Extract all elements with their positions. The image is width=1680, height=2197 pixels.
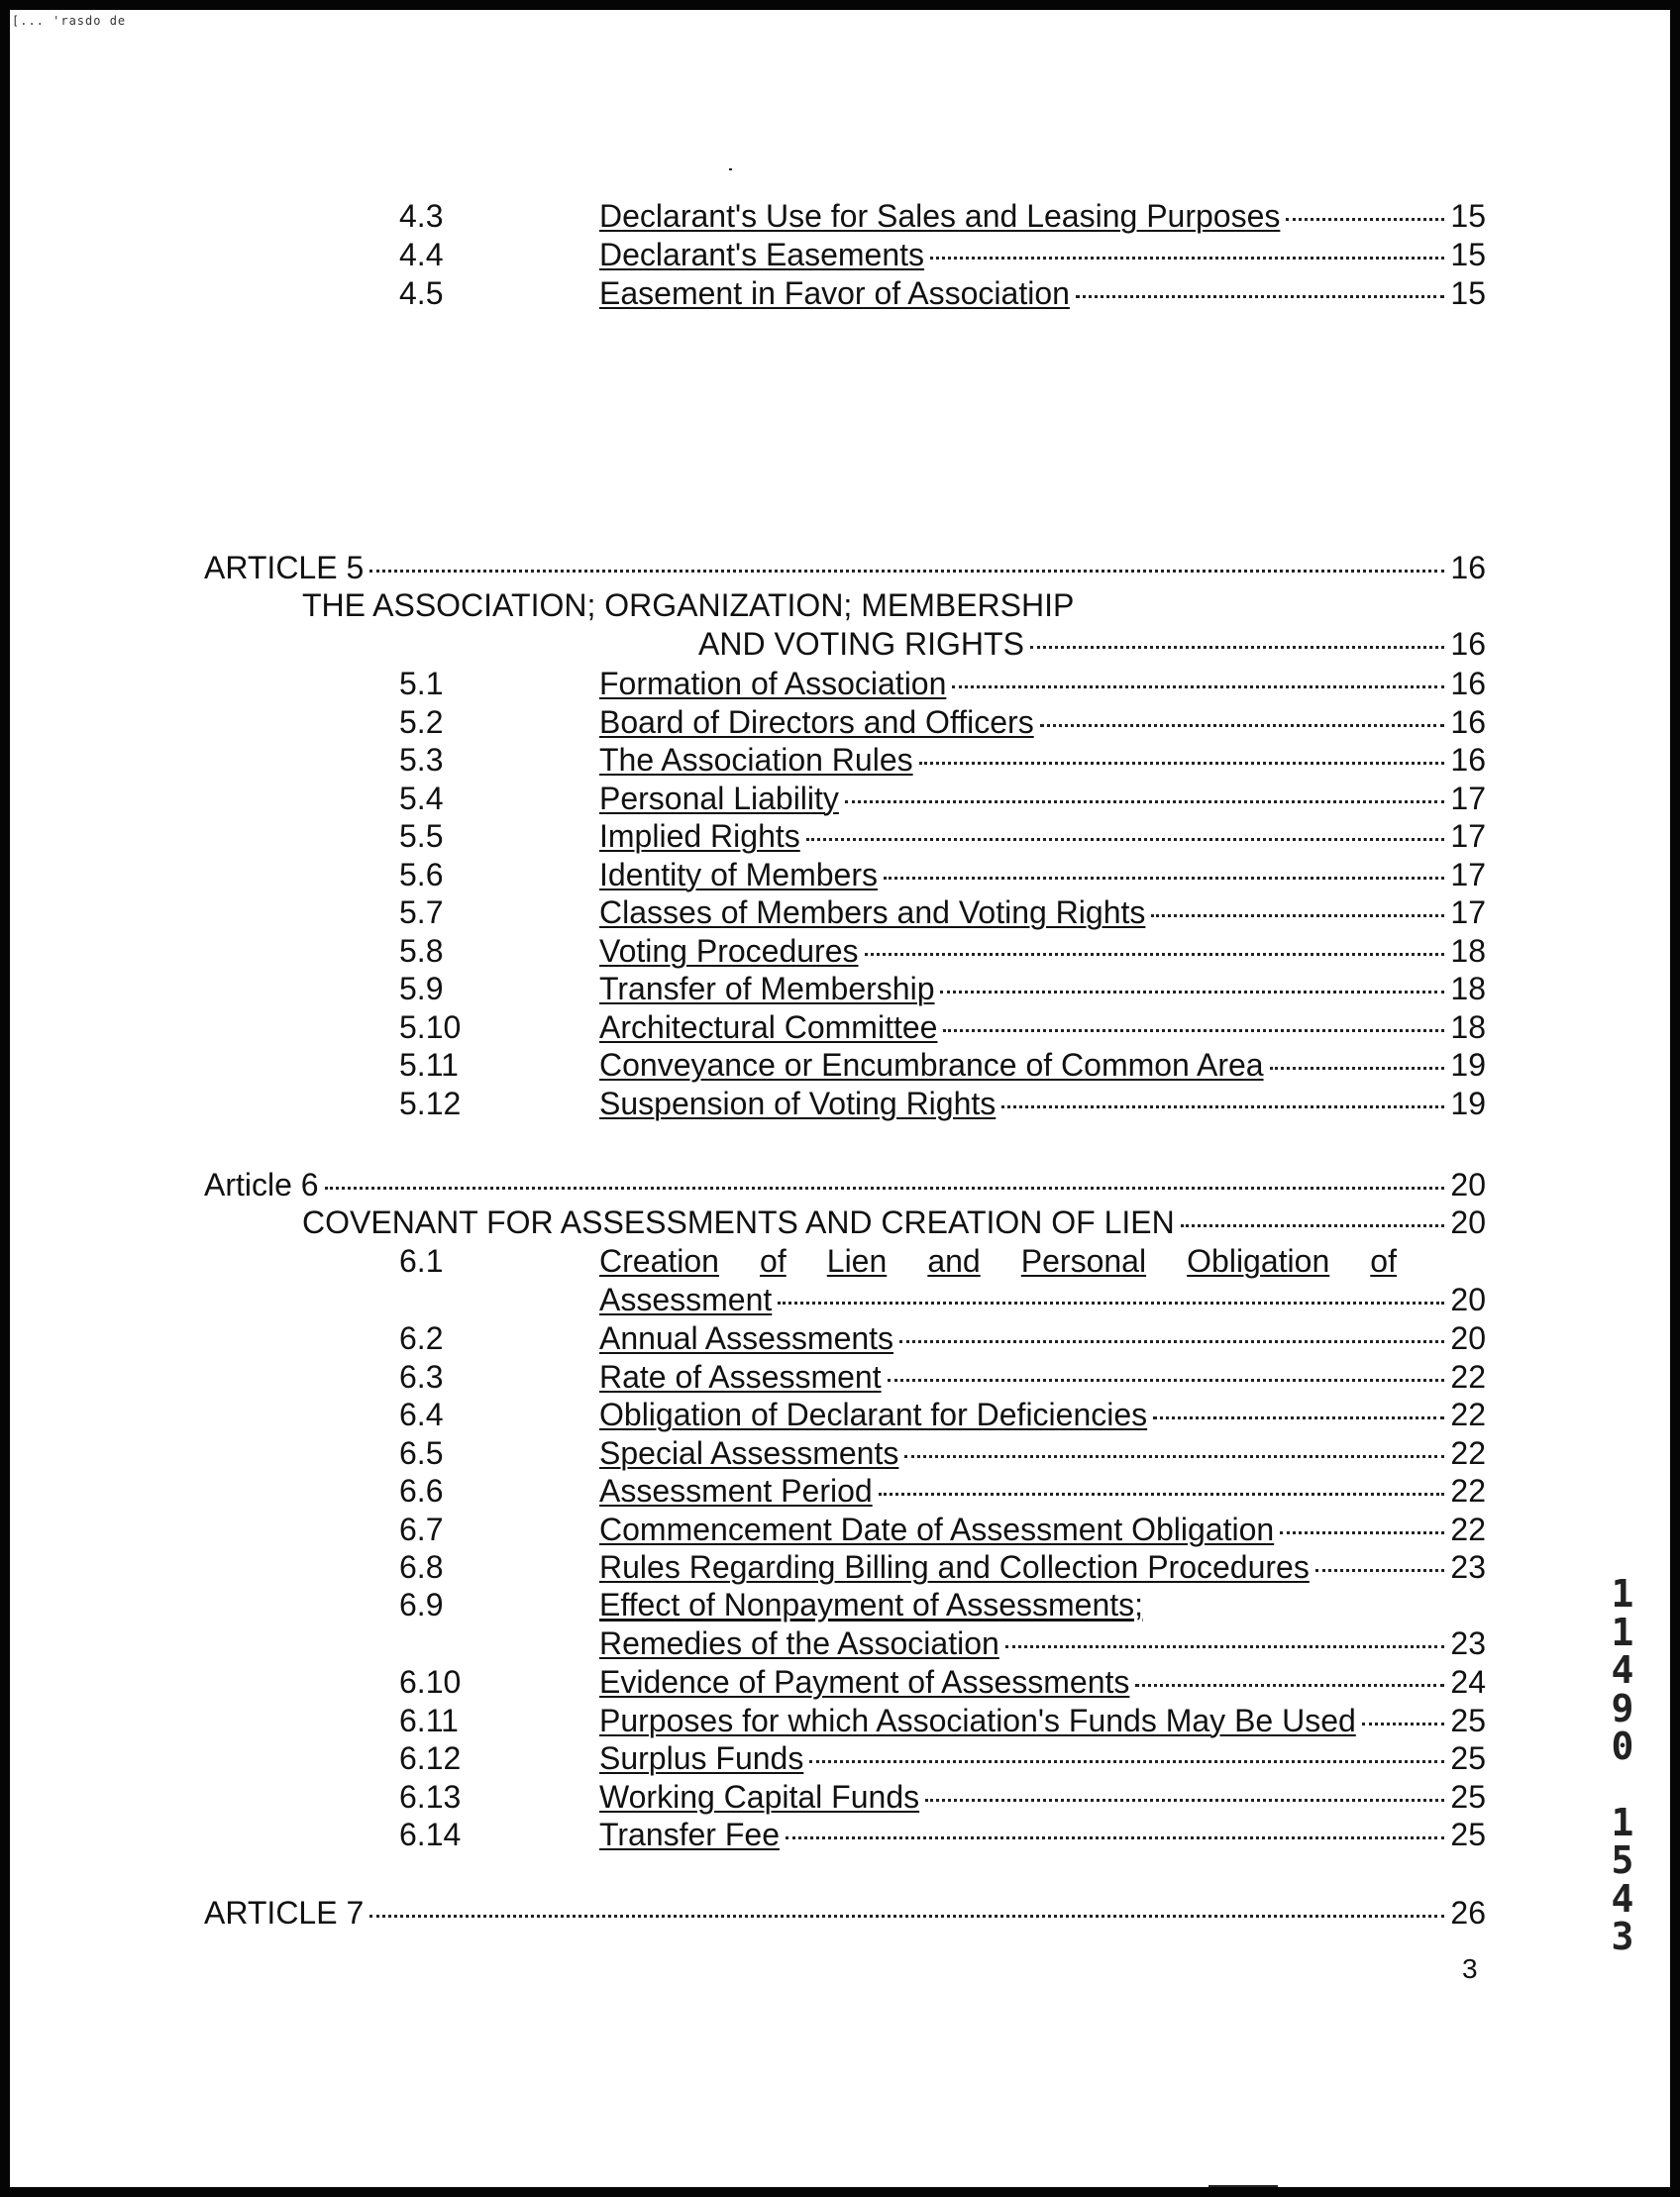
- toc-row-row: [10, 933, 1670, 971]
- dot-leader: [899, 1340, 1444, 1343]
- toc-entry-title: Conveyance or Encumbrance of Common Area: [599, 1047, 1264, 1083]
- section-number: 6.4: [399, 1397, 444, 1432]
- section-number: 6.5: [399, 1434, 444, 1471]
- dot-leader: [919, 762, 1444, 765]
- toc-entry-6-9-title-line1[interactable]: Effect of Nonpayment of Assessments;: [599, 1587, 1144, 1622]
- toc-entry-6-9-link[interactable]: [599, 1625, 1486, 1661]
- toc-entry-title: Voting Procedures: [599, 932, 859, 969]
- title-word: Lien: [826, 1243, 888, 1279]
- toc-entry-link[interactable]: [599, 704, 1486, 740]
- toc-entry-link[interactable]: [599, 1435, 1486, 1471]
- toc-entry-page: 15: [1450, 198, 1486, 234]
- dot-leader: [1181, 1224, 1444, 1227]
- toc-entry-title: Commencement Date of Assessment Obligation: [599, 1511, 1275, 1547]
- article-5-title: ARTICLE 5: [204, 550, 365, 585]
- section-number: 4.5: [399, 275, 444, 311]
- article-6-title: Article 6: [204, 1167, 319, 1203]
- toc-entry-title: Rate of Assessment: [599, 1358, 882, 1395]
- article-7-link[interactable]: [204, 1895, 1486, 1931]
- article-5-heading: THE ASSOCIATION; ORGANIZATION; MEMBERSHIP: [302, 587, 1075, 623]
- dot-leader: [369, 570, 1444, 573]
- toc-entry-page: 22: [1450, 1358, 1486, 1395]
- article-5-heading-row-2: [10, 626, 1670, 664]
- toc-entry-title: Obligation of Declarant for Deficiencies: [599, 1397, 1148, 1432]
- toc-entry-page: 17: [1450, 894, 1486, 930]
- toc-entry-link[interactable]: [599, 1817, 1486, 1852]
- toc-entry-link[interactable]: [599, 1703, 1486, 1738]
- toc-entry-title: Purposes for which Association's Funds May Be Used: [599, 1702, 1356, 1738]
- toc-entry-link[interactable]: [599, 742, 1486, 778]
- toc-entry-title: Board of Directors and Officers: [599, 703, 1034, 740]
- toc-entry-page: 16: [1450, 666, 1486, 701]
- toc-entry-page: 17: [1450, 780, 1486, 816]
- toc-entry-page: 25: [1450, 1740, 1486, 1776]
- toc-entry-page: 15: [1450, 237, 1486, 272]
- title-word: of: [760, 1243, 787, 1279]
- toc-entry-link[interactable]: [599, 237, 1486, 272]
- section-number: 5.8: [399, 932, 444, 969]
- toc-entry-link[interactable]: [599, 1009, 1486, 1045]
- section-number: 4.4: [399, 237, 444, 272]
- toc-entry-link[interactable]: [599, 781, 1486, 816]
- dot-leader: [888, 1379, 1444, 1382]
- dot-leader: [1270, 1067, 1444, 1070]
- toc-entry-link[interactable]: [599, 1320, 1486, 1356]
- toc-row-row: [10, 1779, 1670, 1817]
- toc-entry-title: The Association Rules: [599, 742, 913, 778]
- article-5-heading-title: AND VOTING RIGHTS: [698, 626, 1024, 662]
- toc-entry-title: Implied Rights: [599, 818, 800, 854]
- dot-leader: [1286, 218, 1444, 221]
- article-5-page: 16: [1450, 550, 1486, 585]
- toc-row-row: [10, 1086, 1670, 1123]
- section-number: 6.14: [399, 1817, 462, 1852]
- toc-entry-title: Evidence of Payment of Assessments: [599, 1664, 1130, 1700]
- toc-entry-link[interactable]: [599, 894, 1486, 930]
- article-5-heading-page: 16: [1450, 626, 1486, 662]
- article-7-page: 26: [1450, 1895, 1486, 1931]
- toc-entry-page: 22: [1450, 1434, 1486, 1471]
- section-number: 5.3: [399, 742, 444, 778]
- toc-entry-6-1-title: Assessment: [599, 1282, 773, 1317]
- toc-entry-title: Working Capital Funds: [599, 1778, 920, 1815]
- toc-entry-link[interactable]: [599, 1359, 1486, 1395]
- toc-entry-page: 25: [1450, 1817, 1486, 1852]
- stamp-digit: 0: [1611, 1725, 1634, 1768]
- toc-entry-page: 16: [1450, 703, 1486, 740]
- section-number: 6.11: [399, 1702, 459, 1738]
- toc-entry-title: Classes of Members and Voting Rights: [599, 894, 1146, 930]
- dot-leader: [809, 1760, 1444, 1763]
- section-number: 5.10: [399, 1008, 462, 1045]
- toc-entry-title: Formation of Association: [599, 666, 947, 701]
- toc-entry-6-1-page: 20: [1450, 1282, 1486, 1317]
- toc-entry-page: 17: [1450, 818, 1486, 854]
- toc-entry-title: Architectural Committee: [599, 1008, 938, 1045]
- toc-entry-page: 22: [1450, 1511, 1486, 1547]
- toc-row-row: [10, 666, 1670, 703]
- toc-entry-link[interactable]: [599, 275, 1486, 311]
- toc-entry-link[interactable]: [599, 1086, 1486, 1121]
- section-number: 6.13: [399, 1778, 462, 1815]
- toc-entry-6-1-link[interactable]: [599, 1282, 1486, 1317]
- article-6-row: [10, 1167, 1670, 1204]
- article-6-page: 20: [1450, 1167, 1486, 1203]
- toc-entry-title: Transfer Fee: [599, 1817, 780, 1852]
- dot-leader: [369, 1915, 1444, 1918]
- section-number: 5.9: [399, 971, 444, 1006]
- article-5-heading-row: [10, 587, 1670, 625]
- toc-row-row: [10, 237, 1670, 274]
- margin-document-number: [1601, 1572, 1644, 1958]
- article-6-heading-page: 20: [1450, 1204, 1486, 1240]
- toc-entry-6-9-page: 23: [1450, 1625, 1486, 1661]
- dot-leader: [952, 685, 1444, 688]
- dot-leader: [778, 1302, 1444, 1305]
- dot-leader: [325, 1187, 1444, 1190]
- dot-leader: [786, 1836, 1444, 1839]
- article-7-title: ARTICLE 7: [204, 1895, 365, 1931]
- dot-leader: [879, 1493, 1444, 1496]
- toc-row-row: [10, 1009, 1670, 1047]
- dot-leader: [1040, 724, 1444, 727]
- dot-leader: [1135, 1684, 1444, 1687]
- toc-row-row: [10, 1397, 1670, 1434]
- stamp-digit: 9: [1611, 1686, 1634, 1730]
- dot-leader: [1030, 646, 1444, 649]
- toc-row-row: [10, 781, 1670, 818]
- article-6-heading-link[interactable]: [302, 1204, 1486, 1240]
- dot-leader: [1362, 1723, 1444, 1726]
- toc-entry-title: Transfer of Membership: [599, 971, 935, 1006]
- toc-entry-title: Suspension of Voting Rights: [599, 1085, 997, 1121]
- toc-entry-page: 18: [1450, 971, 1486, 1006]
- section-number: 6.12: [399, 1740, 462, 1776]
- toc-entry-title: Rules Regarding Billing and Collection Procedures: [599, 1549, 1310, 1585]
- toc-row-row: [10, 1549, 1670, 1587]
- section-number: 5.2: [399, 703, 444, 740]
- toc-entry-title: Special Assessments: [599, 1434, 899, 1471]
- toc-row: [10, 1282, 1670, 1319]
- toc-entry-title: Personal Liability: [599, 780, 839, 816]
- toc-entry-title: Declarant's Easements: [599, 237, 925, 272]
- toc-entry-page: 20: [1450, 1320, 1486, 1356]
- toc-entry-title: Declarant's Use for Sales and Leasing Purposes: [599, 198, 1281, 234]
- toc-row-row: [10, 1047, 1670, 1085]
- toc-row-row: [10, 1320, 1670, 1358]
- section-number: 5.7: [399, 894, 444, 930]
- toc-row-row: [10, 971, 1670, 1008]
- article-6-heading-row: [10, 1204, 1670, 1242]
- toc-row-row: [10, 742, 1670, 780]
- dot-leader: [940, 991, 1444, 994]
- section-number: 5.12: [399, 1085, 462, 1121]
- title-word: of: [1370, 1243, 1397, 1279]
- dot-leader: [1153, 1416, 1444, 1419]
- dot-leader: [1280, 1531, 1444, 1534]
- toc-entry-title: Assessment Period: [599, 1473, 873, 1509]
- toc-entry-link[interactable]: [599, 1664, 1486, 1700]
- toc-entry-page: 16: [1450, 742, 1486, 778]
- title-word: and: [927, 1243, 981, 1279]
- section-number: 5.6: [399, 856, 444, 892]
- toc-entry-link[interactable]: [599, 666, 1486, 701]
- toc-row-row: [10, 1703, 1670, 1740]
- toc-entry-link[interactable]: [599, 1740, 1486, 1776]
- toc-entry-title: Annual Assessments: [599, 1320, 894, 1356]
- dot-leader: [904, 1455, 1444, 1458]
- section-number: 6.2: [399, 1320, 444, 1356]
- toc-row-row: [10, 857, 1670, 894]
- toc-row-row: [10, 1359, 1670, 1397]
- dot-leader: [1151, 914, 1444, 917]
- toc-entry-page: 19: [1450, 1085, 1486, 1121]
- toc-entry-page: 24: [1450, 1664, 1486, 1700]
- article-5-link[interactable]: [204, 550, 1486, 585]
- article-7-row: [10, 1895, 1670, 1933]
- dot-leader: [865, 953, 1445, 956]
- dot-leader: [1001, 1105, 1444, 1108]
- toc-entry-page: 22: [1450, 1397, 1486, 1432]
- stamp-digit: 4: [1611, 1648, 1634, 1692]
- dot-leader: [884, 877, 1444, 880]
- page-number: 3: [1462, 1953, 1478, 1984]
- article-6-heading-title: COVENANT FOR ASSESSMENTS AND CREATION OF LIEN: [302, 1204, 1175, 1240]
- toc-entry-page: 18: [1450, 1008, 1486, 1045]
- stamp-digit: 1: [1611, 1610, 1634, 1654]
- dot-leader: [1076, 295, 1444, 298]
- section-number: 4.3: [399, 198, 444, 234]
- section-number: 5.5: [399, 818, 444, 854]
- stamp-digit: 4: [1611, 1876, 1634, 1921]
- toc-row: [10, 1243, 1670, 1281]
- toc-entry-page: 25: [1450, 1702, 1486, 1738]
- toc-entry-link[interactable]: [599, 857, 1486, 892]
- toc-row-row: [10, 818, 1670, 856]
- scan-speck: [729, 168, 732, 170]
- toc-entry-page: 18: [1450, 932, 1486, 969]
- toc-row-row: [10, 1512, 1670, 1549]
- section-number: 6.6: [399, 1473, 444, 1509]
- document-page: [10, 10, 1670, 2187]
- toc-row: [10, 1625, 1670, 1663]
- toc-entry-page: 22: [1450, 1473, 1486, 1509]
- stamp-digit: 1: [1611, 1572, 1634, 1616]
- title-word: Creation: [599, 1243, 719, 1279]
- dot-leader: [930, 257, 1444, 260]
- toc-entry-6-9-title: Remedies of the Association: [599, 1625, 999, 1661]
- toc-entry-6-1-title-line1[interactable]: [599, 1243, 1397, 1279]
- section-number: 5.1: [399, 666, 444, 701]
- toc-entry-link[interactable]: [599, 1397, 1486, 1432]
- toc-row-row: [10, 198, 1670, 236]
- stamp-digit: 1: [1611, 1800, 1634, 1844]
- toc-entry-title: Easement in Favor of Association: [599, 275, 1070, 311]
- toc-entry-link[interactable]: [599, 818, 1486, 854]
- toc-entry-link[interactable]: [599, 1047, 1486, 1083]
- section-number: 6.7: [399, 1511, 444, 1547]
- dot-leader: [845, 800, 1444, 803]
- toc-entry-link[interactable]: [599, 198, 1486, 234]
- dot-leader: [1005, 1645, 1444, 1648]
- article-5-row: [10, 550, 1670, 587]
- toc-row-row: [10, 1817, 1670, 1854]
- toc-entry-link[interactable]: [599, 1549, 1486, 1585]
- stamp-digit: 5: [1611, 1838, 1634, 1882]
- toc-entry-link[interactable]: [599, 1473, 1486, 1509]
- toc-entry-page: 19: [1450, 1047, 1486, 1083]
- toc-entry-page: 15: [1450, 275, 1486, 311]
- toc-entry-title: Identity of Members: [599, 856, 878, 892]
- section-number: 5.11: [399, 1047, 459, 1083]
- toc-entry-link[interactable]: [599, 933, 1486, 969]
- scan-header-mark: [... 'rasdo de: [12, 14, 127, 28]
- section-number: 6.10: [399, 1664, 462, 1700]
- toc-entry-link[interactable]: [599, 1512, 1486, 1547]
- section-number: 6.1: [399, 1243, 444, 1279]
- title-word: Obligation: [1187, 1243, 1330, 1279]
- section-number: 6.9: [399, 1587, 444, 1622]
- scan-speck: [1208, 2185, 1278, 2187]
- stamp-digit: 3: [1611, 1915, 1634, 1958]
- article-6-link[interactable]: [204, 1167, 1486, 1203]
- dot-leader: [925, 1799, 1444, 1802]
- dot-leader: [806, 838, 1444, 841]
- toc-entry-title: Surplus Funds: [599, 1740, 804, 1776]
- toc-entry-link[interactable]: [599, 971, 1486, 1006]
- toc-entry-page: 23: [1450, 1549, 1486, 1585]
- toc-row-row: [10, 1664, 1670, 1702]
- toc-entry-link[interactable]: [599, 1779, 1486, 1815]
- section-number: 5.4: [399, 780, 444, 816]
- toc-entry-page: 17: [1450, 856, 1486, 892]
- toc-row-row: [10, 894, 1670, 932]
- toc-row-row: [10, 275, 1670, 313]
- dot-leader: [1315, 1569, 1444, 1572]
- article-5-heading-link[interactable]: [698, 626, 1486, 662]
- toc-row: [10, 1587, 1670, 1624]
- toc-row-row: [10, 1435, 1670, 1473]
- section-number: 6.3: [399, 1358, 444, 1395]
- section-number: 6.8: [399, 1549, 444, 1585]
- toc-entry-page: 25: [1450, 1778, 1486, 1815]
- toc-row-row: [10, 704, 1670, 742]
- dot-leader: [943, 1029, 1444, 1032]
- title-word: Personal: [1020, 1243, 1147, 1279]
- toc-row-row: [10, 1473, 1670, 1511]
- toc-row-row: [10, 1740, 1670, 1778]
